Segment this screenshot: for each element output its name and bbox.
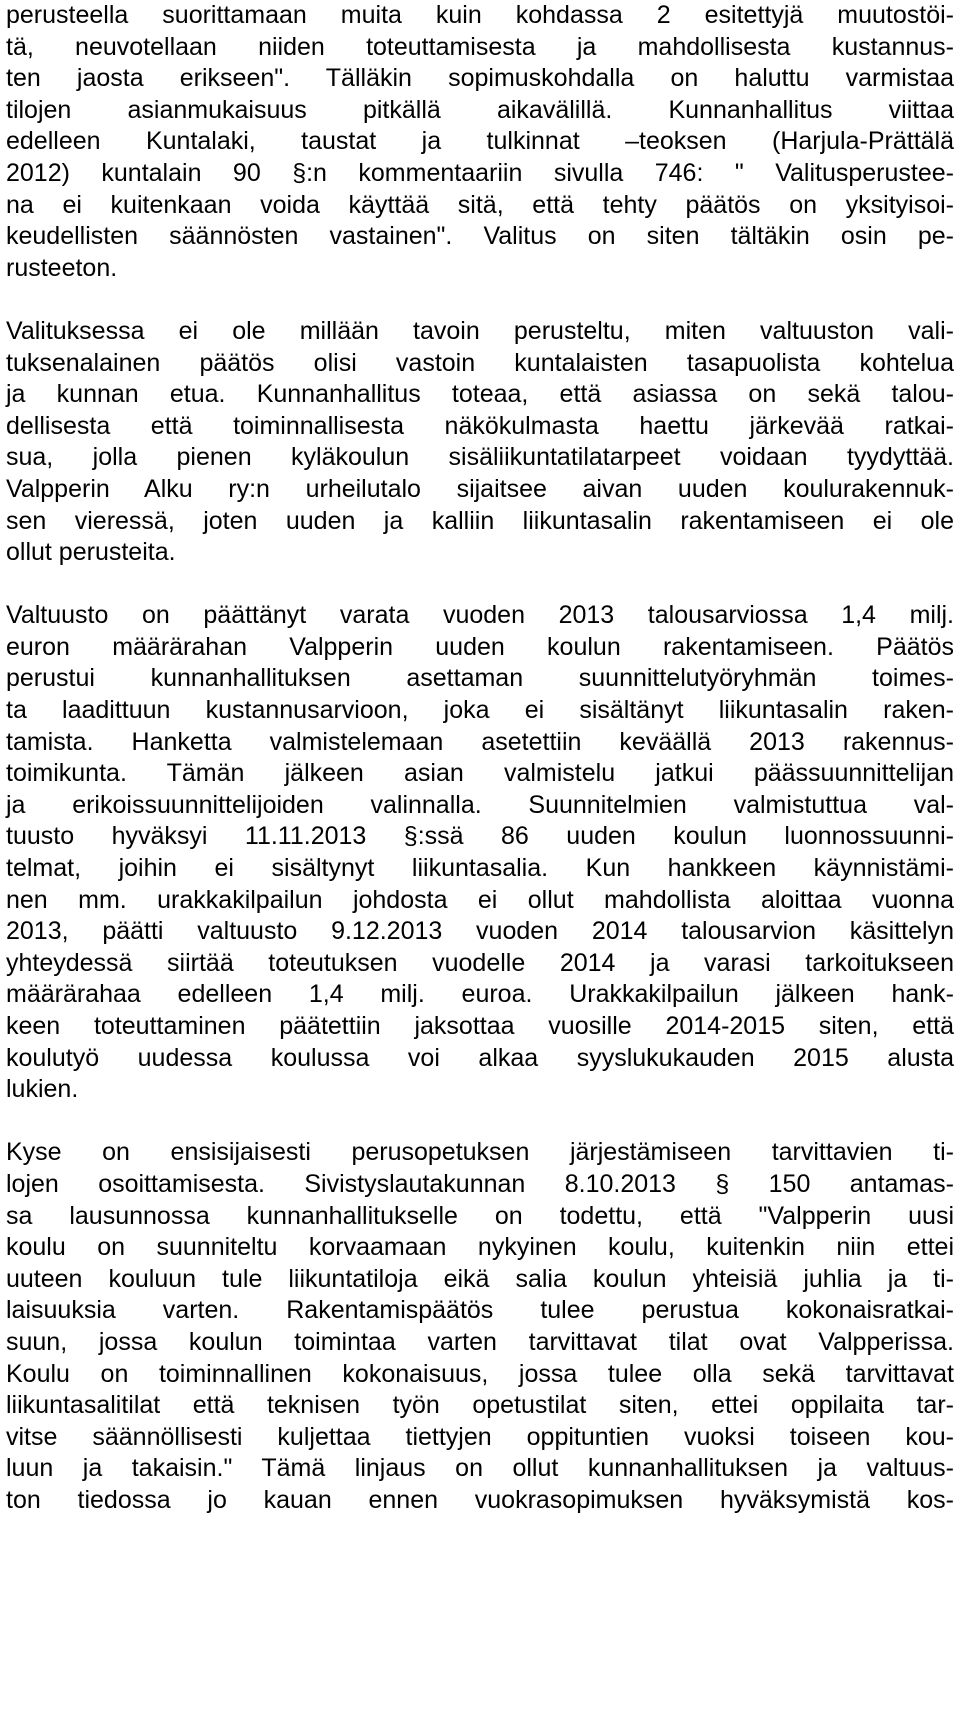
text-line: na ei kuitenkaan voida käyttää sitä, että tehty päätös on yksityisoi- xyxy=(6,190,954,219)
text-line: luun ja takaisin." Tämä linjaus on ollut kunnanhallituksen ja valtuus- xyxy=(6,1454,954,1483)
text-line: ten jaosta erikseen". Tälläkin sopimuskohdalla on haluttu varmistaa xyxy=(6,64,954,93)
paragraph xyxy=(6,1137,954,1516)
text-line: edelleen Kuntalaki, taustat ja tulkinnat –teoksen (Harjula-Prättälä xyxy=(6,127,954,156)
text-line: rusteeton. xyxy=(6,253,118,282)
text-line: uuteen kouluun tule liikuntatiloja eikä salia koulun yhteisiä juhlia ja ti- xyxy=(6,1264,954,1293)
paragraph xyxy=(6,600,954,1106)
text-line: Valtuusto on päättänyt varata vuoden 2013 talousarviossa 1,4 milj. xyxy=(6,601,954,630)
text-line: Kyse on ensisijaisesti perusopetuksen järjestämiseen tarvittavien ti- xyxy=(6,1138,954,1167)
text-line: telmat, joihin ei sisältynyt liikuntasalia. Kun hankkeen käynnistämi- xyxy=(6,854,954,883)
text-line: sa lausunnossa kunnanhallitukselle on todettu, että "Valpperin uusi xyxy=(6,1201,954,1230)
text-line: ta laadittuun kustannusarvioon, joka ei sisältänyt liikuntasalin raken- xyxy=(6,696,954,725)
text-line: yhteydessä siirtää toteutuksen vuodelle 2014 ja varasi tarkoitukseen xyxy=(6,948,954,977)
text-line: koulutyö uudessa koulussa voi alkaa syyslukukauden 2015 alusta xyxy=(6,1043,954,1072)
text-line: Valpperin Alku ry:n urheilutalo sijaitsee aivan uuden koulurakennuk- xyxy=(6,474,954,503)
text-line: koulu on suunniteltu korvaamaan nykyinen koulu, kuitenkin niin ettei xyxy=(6,1233,954,1262)
text-line: tä, neuvotellaan niiden toteuttamisesta ja mahdollisesta kustannus- xyxy=(6,32,954,61)
text-line: sua, jolla pienen kyläkoulun sisäliikuntatilatarpeet voidaan tyydyttää. xyxy=(6,443,954,472)
text-line: vitse säännöllisesti kuljettaa tiettyjen oppituntien vuoksi toiseen kou- xyxy=(6,1422,954,1451)
text-line: perusteella suorittamaan muita kuin kohdassa 2 esitettyjä muutostöi- xyxy=(6,1,954,29)
paragraph-gap xyxy=(6,284,954,316)
text-line: Valituksessa ei ole millään tavoin perusteltu, miten valtuuston vali- xyxy=(6,316,954,345)
document-body xyxy=(6,0,954,1517)
text-line: keen toteuttaminen päätettiin jaksottaa vuosille 2014-2015 siten, että xyxy=(6,1012,954,1040)
text-line: ja erikoissuunnittelijoiden valinnalla. Suunnitelmien valmistuttua val- xyxy=(6,790,954,819)
text-line: liikuntasalitilat että teknisen työn opetustilat siten, ettei oppilaita tar- xyxy=(6,1391,954,1420)
text-line: lojen osoittamisesta. Sivistyslautakunnan 8.10.2013 § 150 antamas- xyxy=(6,1169,954,1198)
text-line: ollut perusteita. xyxy=(6,538,176,567)
text-line: ja kunnan etua. Kunnanhallitus toteaa, että asiassa on sekä talou- xyxy=(6,380,954,409)
paragraph-gap xyxy=(6,569,954,601)
text-line: 2012) kuntalain 90 §:n kommentaariin sivulla 746: " Valitusperustee- xyxy=(6,158,954,187)
text-line: laisuuksia varten. Rakentamispäätös tulee perustua kokonaisratkai- xyxy=(6,1296,954,1325)
text-line: 2013, päätti valtuusto 9.12.2013 vuoden 2014 talousarvion käsittelyn xyxy=(6,917,954,946)
text-line: toimikunta. Tämän jälkeen asian valmistelu jatkui päässuunnittelijan xyxy=(6,759,954,788)
text-line: ton tiedossa jo kauan ennen vuokrasopimuksen hyväksymistä kos- xyxy=(6,1485,954,1514)
text-line: nen mm. urakkakilpailun johdosta ei ollut mahdollista aloittaa vuonna xyxy=(6,885,954,914)
text-line: Koulu on toiminnallinen kokonaisuus, jossa tulee olla sekä tarvittavat xyxy=(6,1359,954,1388)
paragraph-gap xyxy=(6,1106,954,1138)
text-line: suun, jossa koulun toimintaa varten tarvittavat tilat ovat Valpperissa. xyxy=(6,1327,954,1356)
text-line: keudellisten säännösten vastainen". Valitus on siten tältäkin osin pe- xyxy=(6,222,954,251)
text-line: dellisesta että toiminnallisesta näkökulmasta haettu järkevää ratkai- xyxy=(6,411,954,440)
text-line: tuusto hyväksyi 11.11.2013 §:ssä 86 uuden koulun luonnossuunni- xyxy=(6,822,954,851)
text-line: perustui kunnanhallituksen asettaman suunnittelutyöryhmän toimes- xyxy=(6,664,954,693)
text-line: lukien. xyxy=(6,1075,79,1104)
text-line: tuksenalainen päätös olisi vastoin kuntalaisten tasapuolista kohtelua xyxy=(6,348,954,377)
paragraph xyxy=(6,0,954,284)
text-line: tamista. Hanketta valmistelemaan asetettiin keväällä 2013 rakennus- xyxy=(6,727,954,756)
text-line: tilojen asianmukaisuus pitkällä aikavälillä. Kunnanhallitus viittaa xyxy=(6,95,954,124)
text-line: euron määrärahan Valpperin uuden koulun rakentamiseen. Päätös xyxy=(6,632,954,661)
text-line: sen vieressä, joten uuden ja kalliin liikuntasalin rakentamiseen ei ole xyxy=(6,506,954,535)
text-line: määrärahaa edelleen 1,4 milj. euroa. Urakkakilpailun jälkeen hank- xyxy=(6,980,954,1009)
paragraph xyxy=(6,316,954,569)
